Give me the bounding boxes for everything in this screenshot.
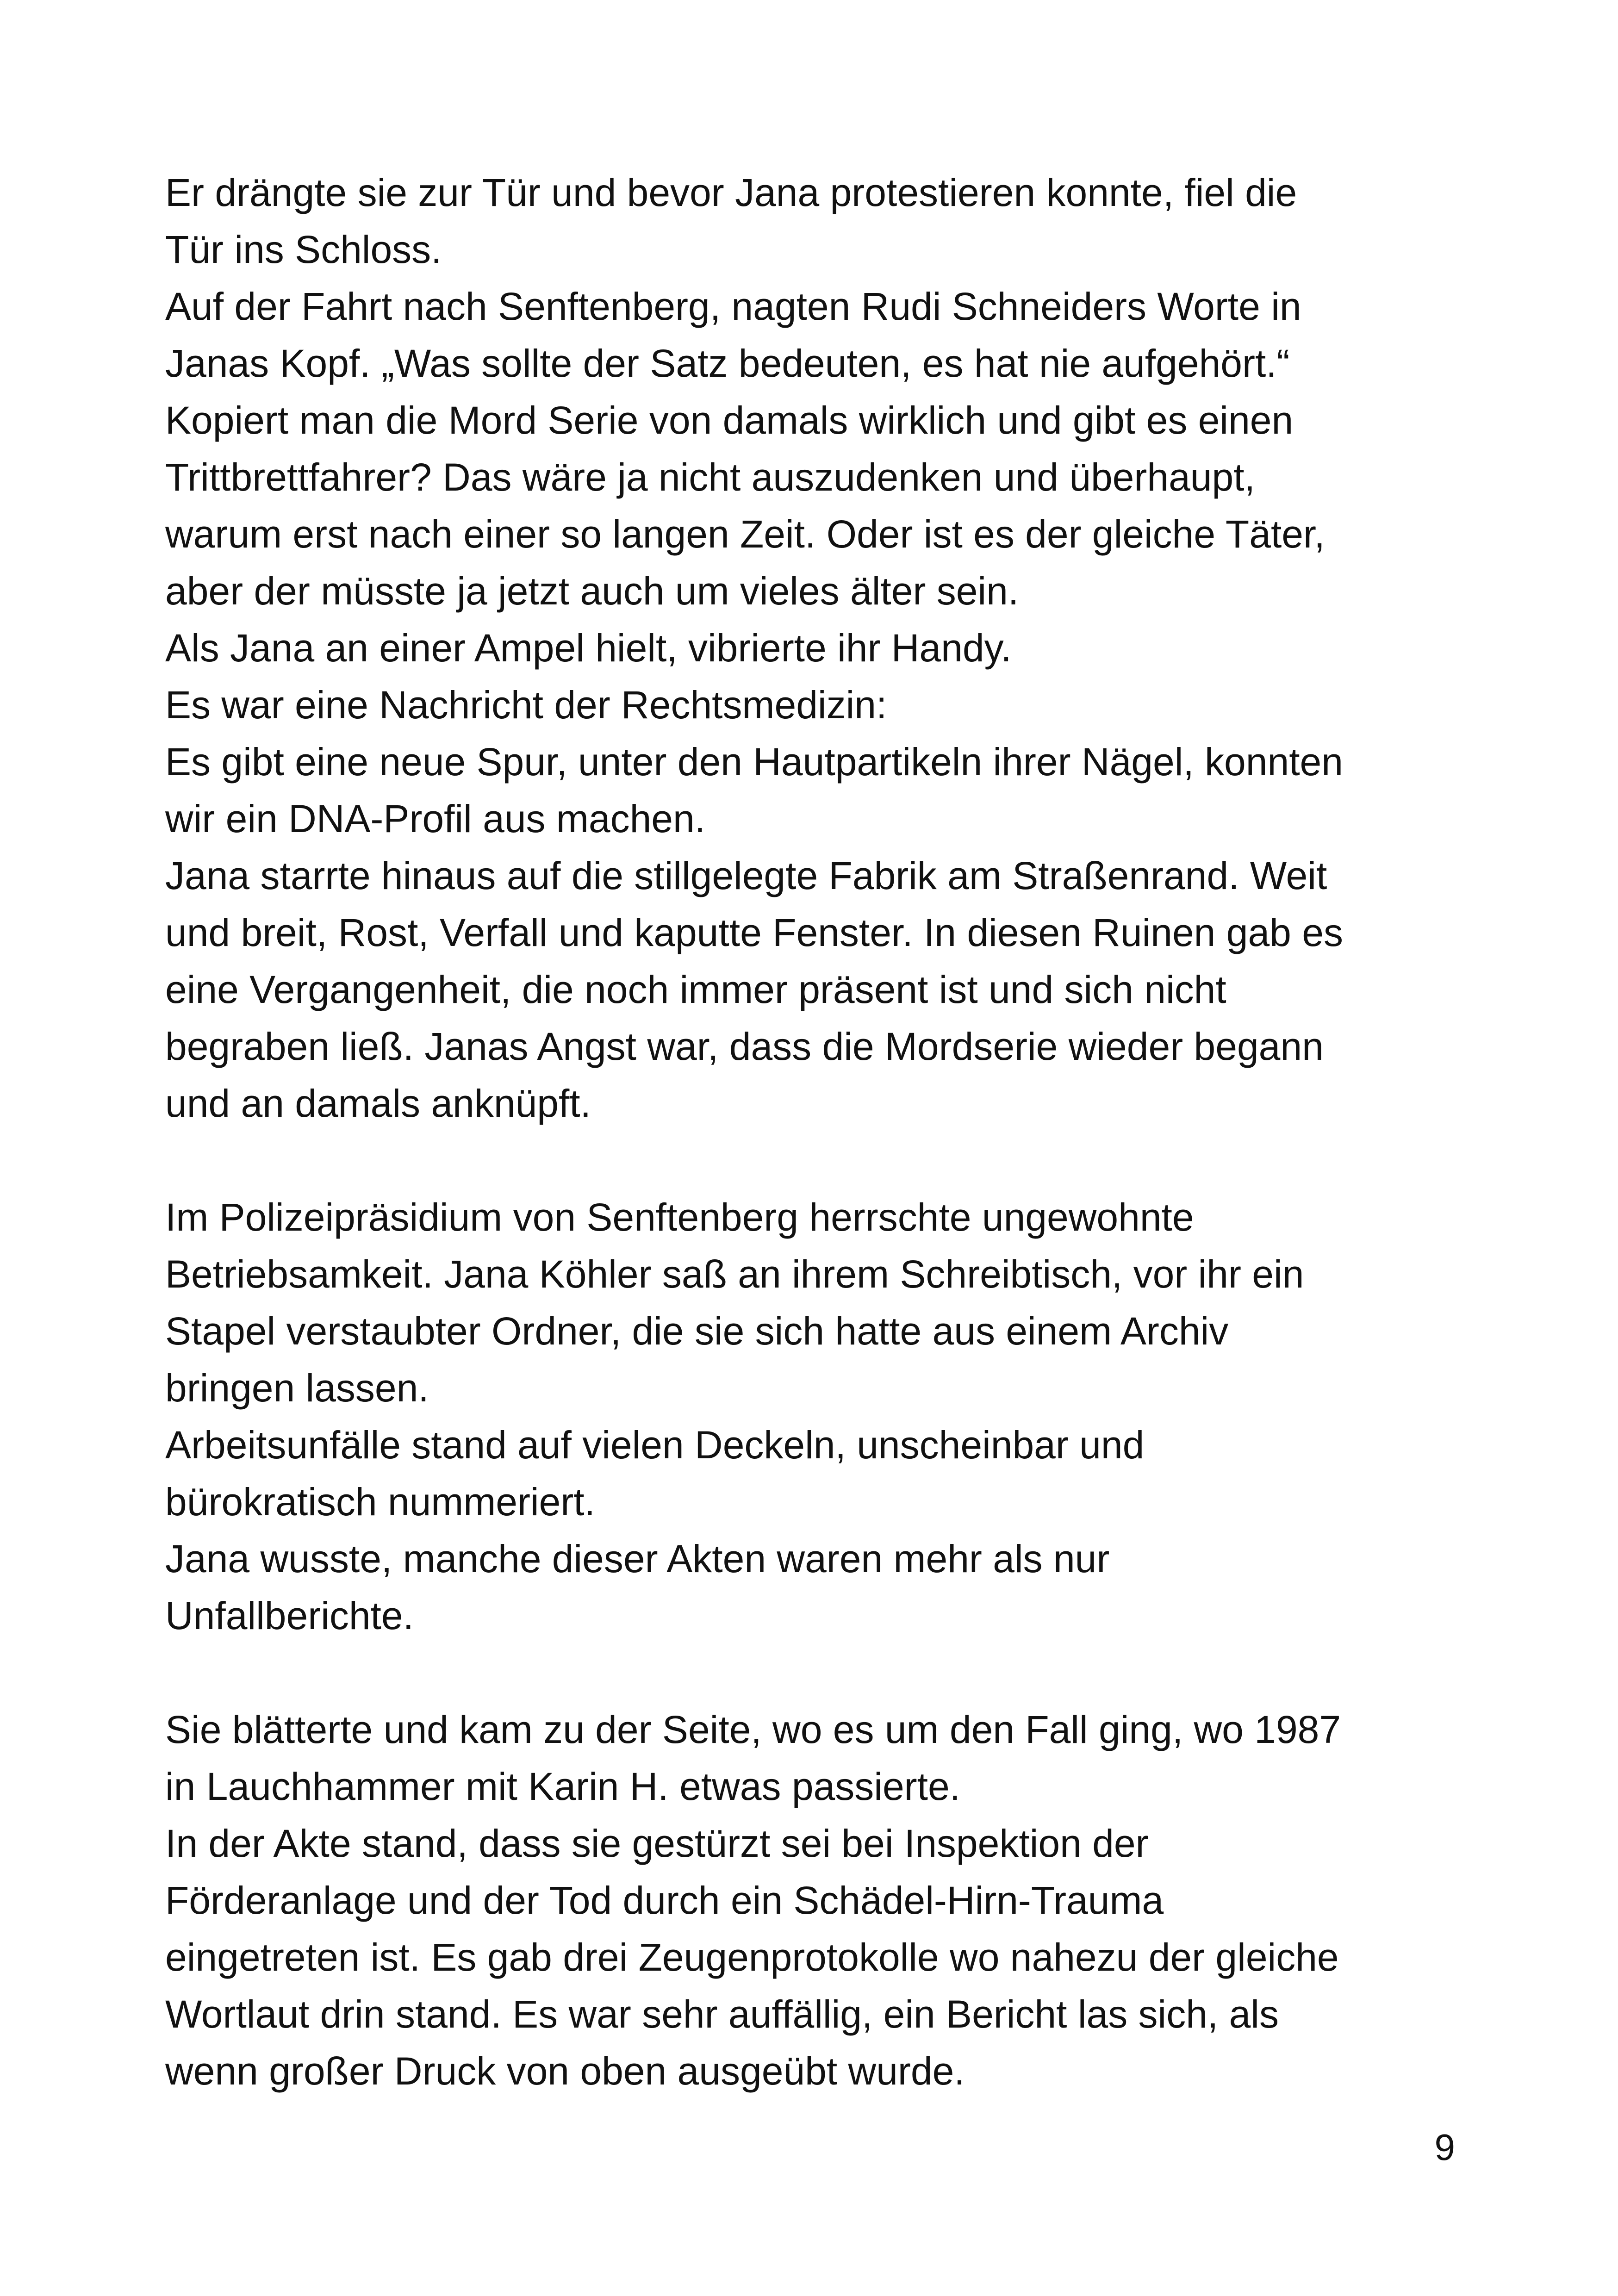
paragraph-spacer	[165, 1132, 1470, 1189]
text-line: Im Polizeipräsidium von Senftenberg herrschte ungewohnte	[165, 1195, 1194, 1239]
text-line: warum erst nach einer so langen Zeit. Oder ist es der gleiche Täter,	[165, 512, 1325, 556]
text-line: eingetreten ist. Es gab drei Zeugenprotokolle wo nahezu der gleiche	[165, 1935, 1339, 1979]
text-line: Trittbrettfahrer? Das wäre ja nicht auszudenken und überhaupt,	[165, 455, 1255, 499]
text-line: Als Jana an einer Ampel hielt, vibrierte ihr Handy.	[165, 626, 1012, 670]
text-line: begraben ließ. Janas Angst war, dass die Mordserie wieder begann	[165, 1025, 1324, 1068]
text-line: Wortlaut drin stand. Es war sehr auffällig, ein Bericht las sich, als	[165, 1992, 1279, 2036]
text-line: Betriebsamkeit. Jana Köhler saß an ihrem Schreibtisch, vor ihr ein	[165, 1252, 1304, 1296]
text-line: Arbeitsunfälle stand auf vielen Deckeln, unscheinbar und	[165, 1423, 1145, 1467]
text-line: Er drängte sie zur Tür und bevor Jana protestieren konnte, fiel die	[165, 171, 1297, 214]
text-line: Auf der Fahrt nach Senftenberg, nagten Rudi Schneiders Worte in	[165, 285, 1301, 328]
text-line: wir ein DNA-Profil aus machen.	[165, 797, 706, 840]
text-line: Es war eine Nachricht der Rechtsmedizin:	[165, 683, 887, 727]
page-number: 9	[1434, 2127, 1455, 2168]
text-line: bringen lassen.	[165, 1366, 429, 1410]
text-line: Jana starrte hinaus auf die stillgelegte Fabrik am Straßenrand. Weit	[165, 854, 1327, 897]
text-line: In der Akte stand, dass sie gestürzt sei bei Inspektion der	[165, 1822, 1149, 1865]
text-line: Stapel verstaubter Ordner, die sie sich hatte aus einem Archiv	[165, 1309, 1229, 1353]
text-line: Sie blätterte und kam zu der Seite, wo es um den Fall ging, wo 1987	[165, 1708, 1341, 1751]
text-line: eine Vergangenheit, die noch immer präsent ist und sich nicht	[165, 968, 1226, 1011]
paragraph-spacer	[165, 1644, 1470, 1701]
text-line: Janas Kopf. „Was sollte der Satz bedeuten, es hat nie aufgehört.“	[165, 342, 1290, 385]
body-text	[165, 164, 1470, 2100]
text-line: bürokratisch nummeriert.	[165, 1480, 595, 1524]
text-line: Jana wusste, manche dieser Akten waren mehr als nur	[165, 1537, 1110, 1580]
text-line: aber der müsste ja jetzt auch um vieles älter sein.	[165, 569, 1019, 613]
text-line: und breit, Rost, Verfall und kaputte Fenster. In diesen Ruinen gab es	[165, 911, 1343, 954]
text-line: Tür ins Schloss.	[165, 228, 442, 271]
text-line: wenn großer Druck von oben ausgeübt wurde.	[165, 2049, 965, 2093]
text-line: Es gibt eine neue Spur, unter den Hautpartikeln ihrer Nägel, konnten	[165, 740, 1343, 784]
text-line: Förderanlage und der Tod durch ein Schädel-Hirn-Trauma	[165, 1879, 1164, 1922]
text-line: in Lauchhammer mit Karin H. etwas passierte.	[165, 1765, 961, 1808]
text-line: Unfallberichte.	[165, 1594, 414, 1637]
text-line: und an damals anknüpft.	[165, 1082, 591, 1125]
text-line: Kopiert man die Mord Serie von damals wirklich und gibt es einen	[165, 398, 1294, 442]
